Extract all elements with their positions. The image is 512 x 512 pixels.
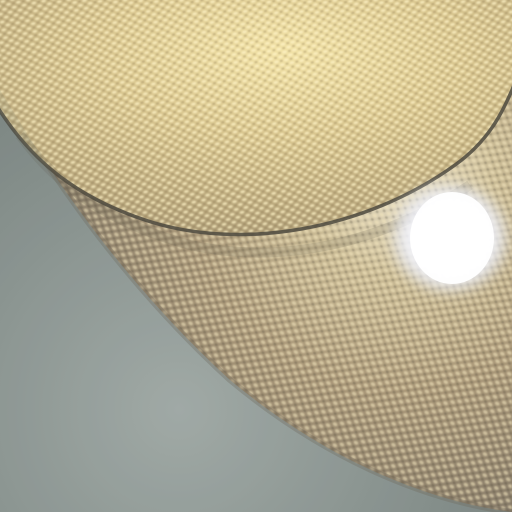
light-glare-core xyxy=(410,192,494,284)
